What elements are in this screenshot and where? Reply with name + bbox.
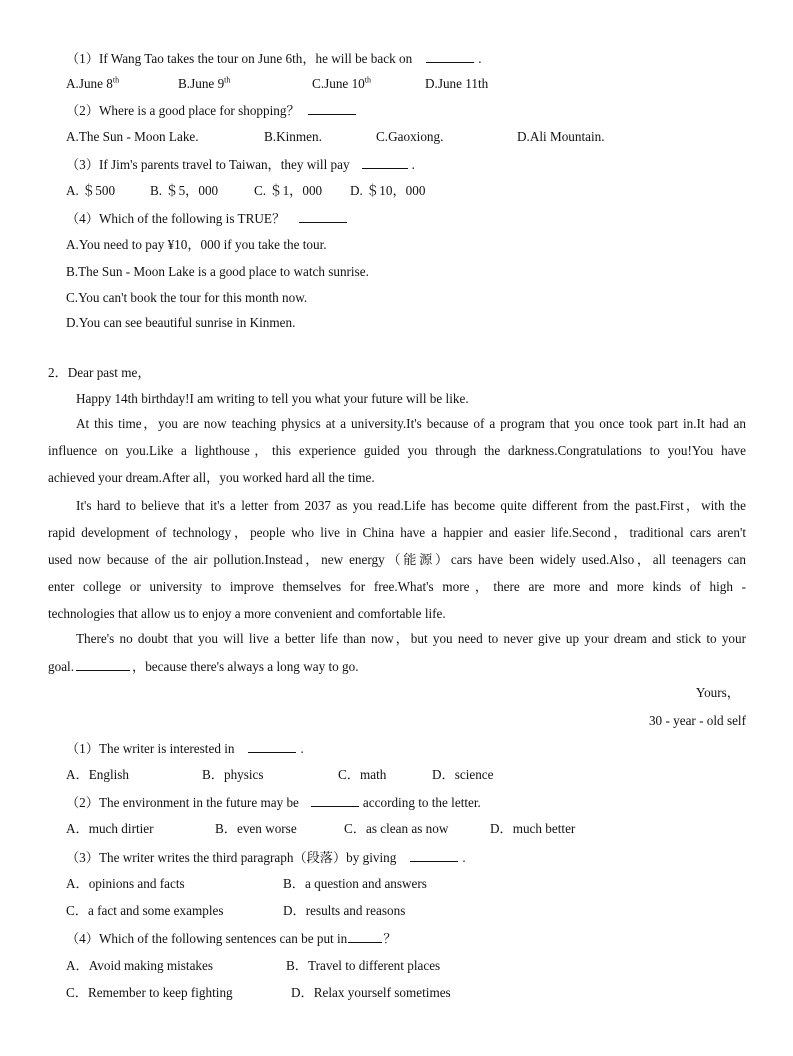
option-c[interactable]: C．a fact and some examples <box>66 903 224 918</box>
option-b[interactable]: B. ＄5，000 <box>150 183 219 198</box>
option-c[interactable]: C．Remember to keep fighting <box>66 985 233 1000</box>
option-b[interactable]: B．even worse <box>215 821 297 836</box>
answer-blank[interactable] <box>76 658 130 671</box>
option-a[interactable]: A．Avoid making mistakes <box>66 958 213 973</box>
option-a[interactable]: A. ＄500 <box>66 183 116 198</box>
option-a[interactable]: A．English <box>66 767 130 782</box>
option-b[interactable]: B.Kinmen. <box>264 129 322 144</box>
answer-blank[interactable] <box>248 740 296 753</box>
option-c[interactable]: C.June 10th <box>312 75 371 91</box>
question-2-4: （4）Which of the following sentences can be put in ？ <box>66 931 397 946</box>
question-2-2: （2）The environment in the future may be according to the letter. <box>66 795 481 810</box>
letter-greeting: 2．Dear past me， <box>48 365 151 380</box>
option-d[interactable]: D. ＄10，000 <box>350 183 426 198</box>
letter-paragraph-4-line: goal. ，because there's always a long way to go. <box>48 659 359 674</box>
answer-blank[interactable] <box>348 930 382 943</box>
letter-paragraph-3-line: technologies that allow us to enjoy a more convenient and comfortable life. <box>48 606 446 621</box>
question-1-3: （3）If Jim's parents travel to Taiwan，they will pay . <box>66 157 415 172</box>
answer-blank[interactable] <box>311 794 359 807</box>
option-d[interactable]: D.June 11th <box>425 76 489 91</box>
answer-blank[interactable] <box>426 50 474 63</box>
option-d[interactable]: D.You can see beautiful sunrise in Kinmen. <box>66 315 296 330</box>
option-c[interactable]: C.Gaoxiong. <box>376 129 444 144</box>
answer-blank[interactable] <box>362 156 408 169</box>
question-2-1: （1）The writer is interested in . <box>66 741 304 756</box>
letter-paragraph-3-line: It's hard to believe that it's a letter from 2037 as you read.Life has become quite different from the past.First，with the <box>76 498 746 513</box>
option-c[interactable]: C.You can't book the tour for this month now. <box>66 290 308 305</box>
option-d[interactable]: D．much better <box>490 821 576 836</box>
letter-paragraph-1: Happy 14th birthday!I am writing to tell you what your future will be like. <box>76 391 469 406</box>
option-d[interactable]: D．Relax yourself sometimes <box>291 985 451 1000</box>
letter-paragraph-3-line: rapid development of technology，people who live in China have a happier and easier life.Second，traditional cars aren't <box>48 525 746 540</box>
question-1-2: （2）Where is a good place for shopping？ <box>66 102 360 119</box>
letter-paragraph-3-line: used now because of the air pollution.Instead，new energy（能源）cars have been widely used.Also，all teenagers can <box>48 552 746 567</box>
letter-paragraph-3-line: enter college or university to improve themselves for free.What's more，there are more and more kinds of high - <box>48 579 746 594</box>
option-a[interactable]: A．much dirtier <box>66 821 154 836</box>
answer-blank[interactable] <box>308 102 356 115</box>
answer-blank[interactable] <box>299 210 347 223</box>
letter-paragraph-2-line: At this time，you are now teaching physics at a university.It's because of a program that you once took part in.It had an <box>76 416 746 431</box>
option-a[interactable]: A.The Sun - Moon Lake. <box>66 129 199 144</box>
letter-paragraph-4-line: There's no doubt that you will live a better life than now，but you need to never give up your dream and stick to your <box>76 631 746 646</box>
question-1-4: （4）Which of the following is TRUE？ <box>66 210 351 227</box>
letter-closing: Yours， <box>695 685 740 700</box>
option-a[interactable]: A.June 8th <box>66 75 120 91</box>
option-b[interactable]: B.The Sun - Moon Lake is a good place to watch sunrise. <box>66 264 369 279</box>
option-b[interactable]: B．physics <box>202 767 264 782</box>
option-d[interactable]: D．science <box>432 767 494 782</box>
letter-paragraph-2-line: achieved your dream.After all，you worked hard all the time. <box>48 470 375 485</box>
option-b[interactable]: B.June 9th <box>178 75 231 91</box>
option-c[interactable]: C. ＄1，000 <box>254 183 323 198</box>
option-c[interactable]: C．as clean as now <box>344 821 449 836</box>
option-d[interactable]: D．results and reasons <box>283 903 406 918</box>
option-b[interactable]: B．a question and answers <box>283 876 427 891</box>
letter-signature: 30 - year - old self <box>648 713 746 728</box>
letter-paragraph-2-line: influence on you.Like a lighthouse，this experience guided you through the darkness.Congratulations to you!You have <box>48 443 746 458</box>
answer-blank[interactable] <box>410 849 458 862</box>
question-2-3: （3）The writer writes the third paragraph（段落）by giving . <box>66 850 466 865</box>
option-a[interactable]: A.You need to pay ¥10，000 if you take the tour. <box>66 237 327 252</box>
option-d[interactable]: D.Ali Mountain. <box>517 129 605 144</box>
option-b[interactable]: B．Travel to different places <box>286 958 441 973</box>
question-1-1: （1）If Wang Tao takes the tour on June 6th，he will be back on . <box>66 51 482 66</box>
option-a[interactable]: A．opinions and facts <box>66 876 185 891</box>
option-c[interactable]: C．math <box>338 767 387 782</box>
